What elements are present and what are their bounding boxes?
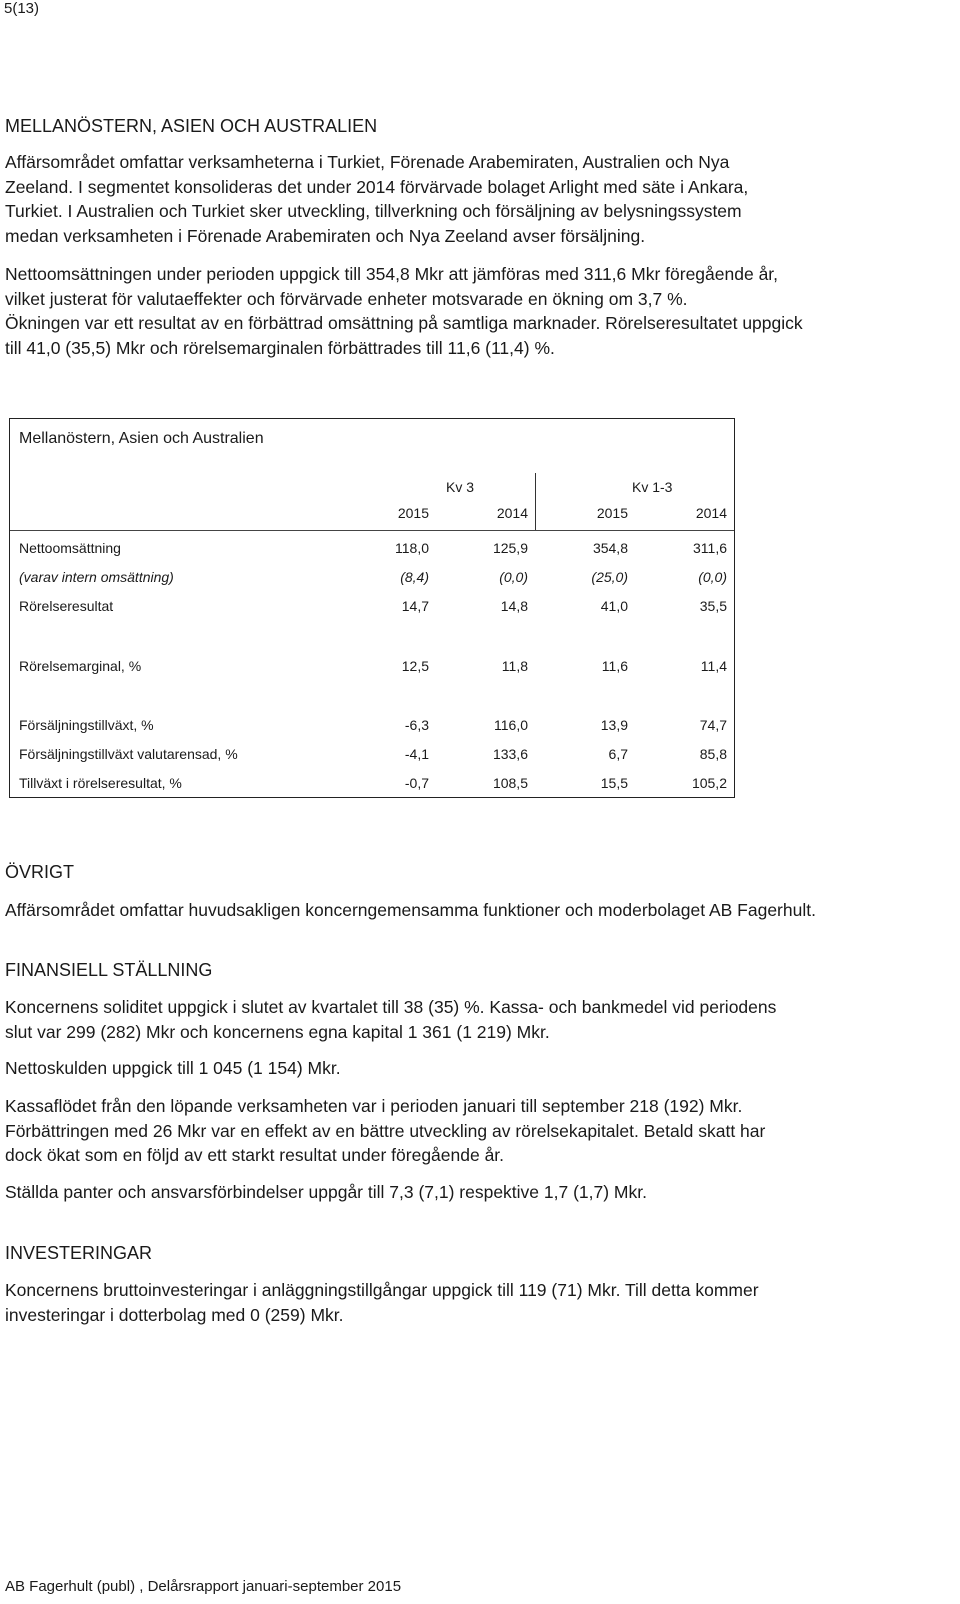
investeringar-paragraph [5,1278,950,1327]
ovrigt-paragraph: Affärsområdet omfattar huvudsakligen koncerngemensamma funktioner och moderbolaget AB Fagerhult. [5,900,816,920]
section-heading-region: MELLANÖSTERN, ASIEN OCH AUSTRALIEN [5,116,378,136]
text-line: Förbättringen med 26 Mkr var en effekt av en bättre utveckling av rörelsekapitalet. Betald skatt har [5,1120,766,1141]
cell-value: 133,6 [492,746,528,762]
text-line: medan verksamheten i Förenade Arabemiraten och Nya Zeeland avser försäljning. [5,225,646,246]
table-row [10,565,734,591]
cell-value: -4,1 [404,746,429,762]
table-row [10,654,734,680]
table-row [10,713,734,739]
cell-value: 108,5 [492,775,528,791]
cell-value: 11,8 [501,658,528,674]
text-line: Zeeland. I segmentet konsolideras det under 2014 förvärvade bolaget Arlight med säte i Ankara, [5,176,749,197]
section-heading-ovrigt: ÖVRIGT [5,862,75,882]
cell-value: 11,4 [700,658,727,674]
page-number: 5(13) [4,0,40,17]
year-header: 2015 [596,505,628,521]
cell-value: 74,7 [699,717,727,733]
finansiell-paragraph-3 [5,1094,950,1168]
cell-value: 105,2 [691,775,727,791]
text-line: dock ökat som en följd av ett starkt resultat under föregående år. [5,1145,505,1165]
text-line: vilket justerat för valutaeffekter och förvärvade enheter motsvarade en ökning om 3,7 %. [5,288,688,309]
section-heading-investeringar: INVESTERINGAR [5,1243,153,1263]
cell-value: 14,7 [401,598,429,614]
cell-value: (8,4) [400,569,429,585]
text-line: Ökningen var ett resultat av en förbättrad omsättning på samtliga marknader. Rörelseresultatet uppgick [5,313,803,333]
cell-value: (25,0) [591,569,628,585]
finansiell-paragraph-4: Ställda panter och ansvarsförbindelser uppgår till 7,3 (7,1) respektive 1,7 (1,7) Mkr. [5,1182,647,1202]
row-label: Försäljningstillväxt, % [19,717,154,733]
row-label: Nettoomsättning [19,540,121,556]
cell-value: (0,0) [499,569,528,585]
finansiell-paragraph-2: Nettoskulden uppgick till 1 045 (1 154) Mkr. [5,1058,341,1078]
cell-value: 12,5 [401,658,429,674]
cell-value: (0,0) [698,569,727,585]
text-line: till 41,0 (35,5) Mkr och rörelsemarginalen förbättrades till 11,6 (11,4) %. [5,337,555,358]
cell-value: 118,0 [395,540,429,556]
cell-value: 311,6 [693,540,727,556]
text-line: slut var 299 (282) Mkr och koncernens egna kapital 1 361 (1 219) Mkr. [5,1021,550,1042]
cell-value: 85,8 [699,746,727,762]
row-label: (varav intern omsättning) [19,569,174,585]
text-line: investeringar i dotterbolag med 0 (259) Mkr. [5,1304,344,1325]
cell-value: 14,8 [500,598,528,614]
region-paragraph-2 [5,262,950,360]
year-header: 2014 [496,505,528,521]
text-line: Affärsområdet omfattar verksamheterna i Turkiet, Förenade Arabemiraten, Australien och Nya [5,152,730,172]
financial-table [9,418,735,798]
table-row [10,594,734,620]
cell-value: 6,7 [608,746,628,762]
row-label: Försäljningstillväxt valutarensad, % [19,746,238,762]
group-header-kv1-3: Kv 1-3 [632,479,673,495]
cell-value: 125,9 [492,540,528,556]
cell-value: -6,3 [404,717,429,733]
finansiell-paragraph-1 [5,995,950,1044]
text-line: Koncernens bruttoinvesteringar i anläggningstillgångar uppgick till 119 (71) Mkr. Till detta kommer [5,1280,759,1300]
cell-value: 354,8 [592,540,628,556]
text-line: Turkiet. I Australien och Turkiet sker utveckling, tillverkning och försäljning av belysningssystem [5,201,742,221]
region-paragraph-1 [5,150,950,248]
cell-value: -0,7 [404,775,429,791]
cell-value: 11,6 [601,658,628,674]
cell-value: 13,9 [600,717,628,733]
cell-value: 41,0 [600,598,628,614]
table-row [10,742,734,768]
cell-value: 15,5 [600,775,628,791]
row-label: Tillväxt i rörelseresultat, % [19,775,182,791]
section-heading-finansiell: FINANSIELL STÄLLNING [5,960,213,980]
text-line: Koncernens soliditet uppgick i slutet av kvartalet till 38 (35) %. Kassa- och bankmedel vid periodens [5,997,777,1017]
column-divider [535,473,536,530]
header-divider [10,530,734,531]
row-label: Rörelsemarginal, % [19,658,142,674]
text-line: Kassaflödet från den löpande verksamheten var i perioden januari till september 218 (192) Mkr. [5,1096,743,1116]
cell-value: 35,5 [699,598,727,614]
text-line: Nettoomsättningen under perioden uppgick till 354,8 Mkr att jämföras med 311,6 Mkr föregående år, [5,264,779,284]
cell-value: 116,0 [494,717,528,733]
table-row [10,536,734,562]
group-header-kv3: Kv 3 [446,479,475,495]
table-row [10,771,734,797]
row-label: Rörelseresultat [19,598,114,614]
page-footer: AB Fagerhult (publ) , Delårsrapport januari-september 2015 [5,1578,402,1595]
table-title: Mellanöstern, Asien och Australien [19,430,264,447]
year-header: 2014 [695,505,727,521]
year-header: 2015 [397,505,429,521]
